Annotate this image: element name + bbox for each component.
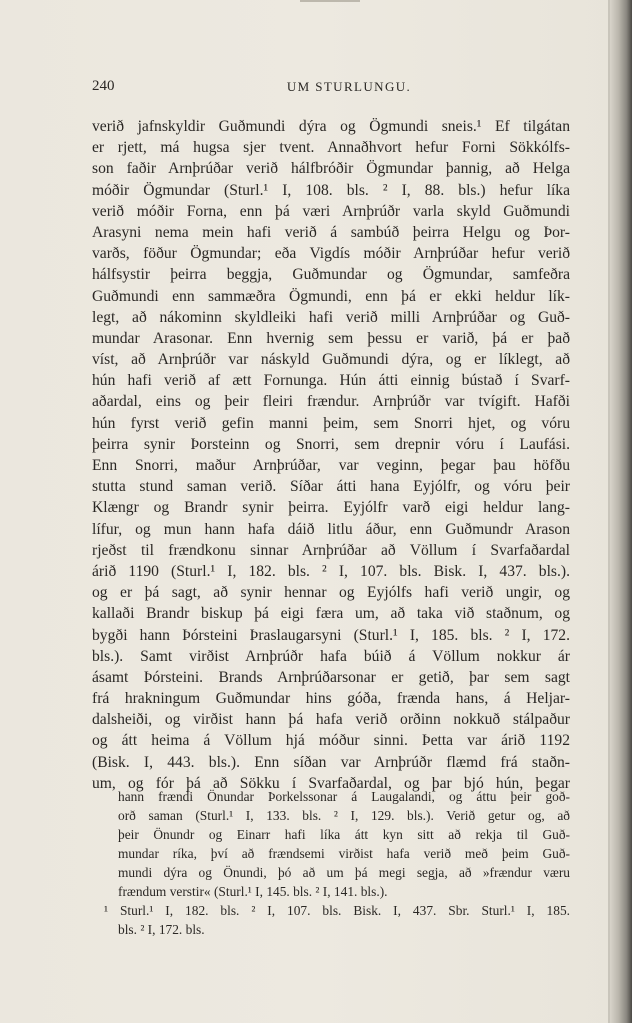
body-line: og er þá sagt, að synir hennar og Eyjólfs hafi verið ungir, og — [92, 584, 570, 602]
body-line: bygði hann Þórsteini Þraslaugarsyni (Sturl.¹ I, 185. bls. ² I, 172. — [92, 626, 570, 644]
body-line: verið móðir Forna, enn þá væri Arnþrúðr varla skyld Guðmundi — [92, 202, 570, 220]
body-line: dalsheiði, og virðist hann þá hafa verið orðinn nokkuð stálpaður — [92, 711, 570, 729]
body-line: um, og fór þá að Sökku í Svarfaðardal, og þar bjó hún, þegar — [92, 774, 570, 792]
body-line: hálfsystir þeirra beggja, Guðmundar og Ögmundar, samfeðra — [92, 266, 570, 284]
body-line: ásamt Þórsteini. Brands Arnþrúðarsonar er getið, þar sem sagt — [92, 668, 570, 686]
body-line: stutta stund saman verið. Síðar átti hana Eyjólfr, og vóru þeir — [92, 478, 570, 496]
body-line: Guðmundi enn sammæðra Ögmundi, enn þá er ekki heldur lík- — [92, 287, 570, 305]
body-line: varðs, föður Ögmundar; eða Vigdís móðir Arnþrúðar hefur verið — [92, 245, 570, 263]
footnote-line: mundi dýra og Önundi, þó að um þá megi segja, að »frændur væru — [118, 865, 570, 880]
body-line: víst, að Arnþrúðr var náskyld Guðmundi dýra, og er líklegt, að — [92, 351, 570, 369]
body-text — [92, 116, 570, 794]
body-line: móðir Ögmundar (Sturl.¹ I, 108. bls. ² I, 88. bls.) hefur líka — [92, 181, 570, 199]
body-line: hún fyrst verið gefin manni þeim, sem Snorri hjet, og vóru — [92, 414, 570, 432]
running-title: UM STURLUNGU. — [286, 79, 412, 94]
body-line: (Bisk. I, 443. bls.). Enn síðan var Arnþrúðr flæmd frá staðn- — [92, 753, 570, 771]
body-line: kallaði Brandr biskup þá eigi færa um, að taka við staðnum, og — [92, 605, 570, 623]
body-line: rjeðst til frændkonu sinnar Arnþrúðar að Völlum í Svarfaðardal — [92, 541, 570, 559]
page-top-mark — [300, 0, 360, 2]
body-line: þeirra synir Þorsteinn og Snorri, sem drepnir vóru í Laufási. — [92, 435, 570, 453]
page-header — [92, 78, 570, 98]
footnotes — [92, 787, 570, 939]
body-line: árið 1190 (Sturl.¹ I, 182. bls. ² I, 107. bls. Bisk. I, 437. bls.). — [92, 562, 570, 580]
body-line: er rjett, má hugsa sjer tvent. Annaðhvort hefur Forni Sökkólfs- — [92, 139, 570, 157]
footnote-line: hann frændi Önundar Þorkelssonar á Laugalandi, og áttu þeir goð- — [118, 789, 570, 804]
body-line: legt, að nákominn skyldleiki hafi verið milli Arnþrúðar og Guð- — [92, 308, 570, 326]
body-line: hún hafi verið af ætt Fornunga. Hún átti einnig bústað í Svarf- — [92, 372, 570, 390]
page-number: 240 — [92, 78, 115, 94]
footnote-line: orð saman (Sturl.¹ I, 133. bls. ² I, 129. bls.). Verið getur og, að — [118, 808, 570, 823]
footnote-line: mundar ríka, því að frændsemi virðist hafa verið með þeim Guð- — [118, 846, 570, 861]
body-line: Arasyni nema mein hafi verið á sambúð þeirra Helgu og Þor- — [92, 223, 570, 241]
body-line: son faðir Arnþrúðar verið hálfbróðir Ögmundar þannig, að Helga — [92, 160, 570, 178]
body-line: og átt heima á Völlum hjá móður sinni. Þetta var árið 1192 — [92, 732, 570, 750]
page-edge-shadow — [610, 0, 632, 1023]
body-line: verið jafnskyldir Guðmundi dýra og Ögmundi sneis.¹ Ef tilgátan — [92, 118, 570, 135]
body-line: frá hrakningum Guðmundar hins góða, frænda hans, á Heljar- — [92, 690, 570, 708]
body-line: mundar Arasonar. Enn hvernig sem þessu er varið, þá er það — [92, 329, 570, 347]
body-line: lífur, og mun hann hafa dáið litlu áður, enn Guðmundr Arason — [92, 520, 570, 538]
body-line: Enn Snorri, maður Arnþrúðar, var veginn, þegar þau höfðu — [92, 457, 570, 474]
body-line: Klængr og Brandr synir þeirra. Eyjólfr varð eigi heldur lang- — [92, 499, 570, 517]
body-line: bls.). Samt virðist Arnþrúðr hafa búið á Völlum nokkur ár — [92, 647, 570, 665]
footnote-line: frændum verstir« (Sturl.¹ I, 145. bls. ² I, 141. bls.). — [118, 884, 388, 899]
footnote-line: bls. ² I, 172. bls. — [118, 922, 205, 937]
body-line: aðardal, eins og þeir fleiri frændur. Arnþrúðr var tvígift. Hafði — [92, 393, 570, 411]
footnote-line: þeir Önundr og Einarr hafi líka átt kyn sitt að rekja til Guð- — [118, 827, 570, 842]
footnote-line: ¹ Sturl.¹ I, 182. bls. ² I, 107. bls. Bisk. I, 437. Sbr. Sturl.¹ I, 185. — [104, 903, 570, 918]
